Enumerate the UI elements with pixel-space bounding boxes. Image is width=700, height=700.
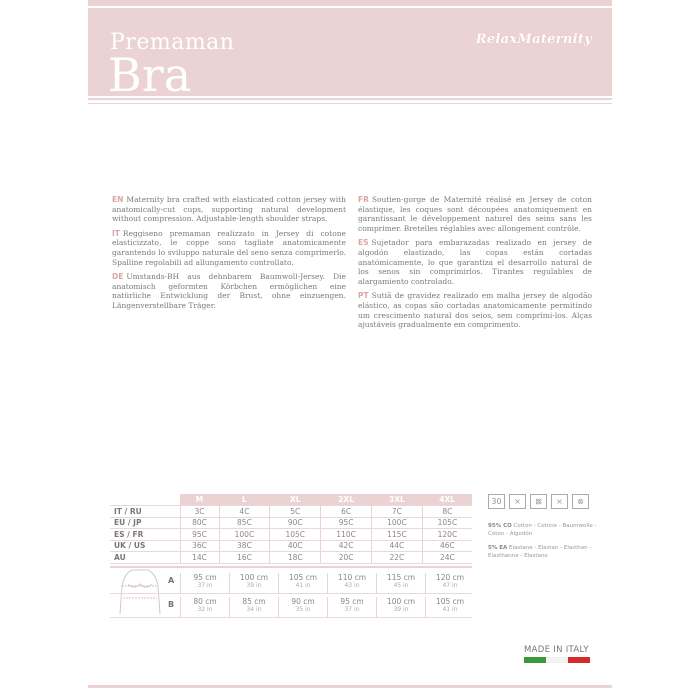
- care-instructions: [488, 494, 598, 510]
- table-cell: 16C: [219, 552, 270, 564]
- table-cell: 105C: [270, 529, 321, 541]
- size-header-cell: 4XL: [422, 494, 472, 506]
- table-row: [110, 506, 472, 518]
- italy-flag-green: [524, 657, 546, 663]
- table-cell: 44C: [372, 540, 423, 552]
- measurement-cell: 100 cm 39 in: [376, 597, 425, 617]
- description-it: IT Reggiseno premaman realizzato in Jersey di cotone elasticizzato, le coppe sono tagliate anatomicamente garantendo lo sviluppo naturale del seno senza comprimerlo. Spalline regolabili ad allungamento controllato.: [112, 228, 346, 267]
- product-title: Bra: [108, 52, 192, 100]
- header-line-top: [88, 6, 612, 8]
- footer-line: [88, 685, 612, 688]
- table-cell: 20C: [321, 552, 372, 564]
- size-header-cell: 2XL: [321, 494, 372, 506]
- table-cell: 4C: [219, 506, 270, 518]
- measurement-cell: 85 cm 34 in: [229, 597, 278, 617]
- measurement-row-b: [110, 594, 472, 618]
- no-bleach-icon: ⨯: [509, 494, 526, 509]
- row-label: AU: [110, 552, 180, 564]
- table-cell: 110C: [321, 529, 372, 541]
- table-cell: 100C: [372, 517, 423, 529]
- table-row: [110, 517, 472, 529]
- size-header-empty: [110, 494, 180, 506]
- measurement-cell: 115 cm 45 in: [376, 573, 425, 593]
- measurement-letter: A: [168, 576, 175, 585]
- table-cell: 5C: [270, 506, 321, 518]
- product-subtitle: Premaman: [110, 30, 235, 55]
- table-cell: 8C: [422, 506, 472, 518]
- header-divider: [88, 103, 612, 104]
- italy-flag-white: [546, 657, 568, 663]
- size-header-cell: 3XL: [372, 494, 423, 506]
- description-fr: FR Soutien-gorge de Maternité réalisé en Jersey de coton élastique, les coques sont découpées anatomiquement en garantissant le développement naturel des seins sans les comprimer. Bretelles réglables avec allongement contrôle.: [358, 195, 592, 233]
- table-cell: 95C: [180, 529, 219, 541]
- table-cell: 40C: [270, 540, 321, 552]
- table-cell: 80C: [180, 517, 219, 529]
- table-cell: 22C: [372, 552, 423, 564]
- description-en: EN Maternity bra crafted with elasticated cotton jersey with anatomically-cut cups, supporting natural development without compression. Adjustable-length shoulder straps.: [112, 195, 346, 224]
- size-header-cell: L: [219, 494, 270, 506]
- table-cell: 38C: [219, 540, 270, 552]
- measurement-cell: 95 cm 37 in: [327, 597, 376, 617]
- measurement-cell: 105 cm 41 in: [278, 573, 327, 593]
- table-cell: 6C: [321, 506, 372, 518]
- description-es: ES Sujetador para embarazadas realizado en jersey de algodón elastizado, las copas están cortadas anatómicamente, lo que garantiza el desarrollo natural de los senos sin comprimirlos. Tirantes regulables de alargamiento controlado.: [358, 238, 592, 286]
- table-cell: 105C: [422, 517, 472, 529]
- size-header-cell: XL: [270, 494, 321, 506]
- brand-logo: RelaxMaternity: [475, 32, 592, 47]
- italy-flag-red: [568, 657, 590, 663]
- row-label: EU / JP: [110, 517, 180, 529]
- measurement-cell: 120 cm 47 in: [425, 573, 474, 593]
- measurement-cell: 100 cm 39 in: [229, 573, 278, 593]
- measurement-cell: 110 cm 43 in: [327, 573, 376, 593]
- description-right-column: [358, 195, 592, 335]
- measurement-cell: 80 cm 32 in: [180, 597, 229, 617]
- table-cell: 24C: [422, 552, 472, 564]
- table-cell: 46C: [422, 540, 472, 552]
- no-dry-clean-icon: ⊗: [572, 494, 589, 509]
- table-cell: 14C: [180, 552, 219, 564]
- measurement-cell: 95 cm 37 in: [180, 573, 229, 593]
- measurement-row-a: [110, 570, 472, 594]
- composition-elastane: 5% EA Elastane - Elastan - Elasthan - Elasthanne - Elastano: [488, 545, 592, 559]
- table-cell: 85C: [219, 517, 270, 529]
- table-cell: 18C: [270, 552, 321, 564]
- row-label: UK / US: [110, 540, 180, 552]
- table-cell: 7C: [372, 506, 423, 518]
- table-cell: 42C: [321, 540, 372, 552]
- table-cell: 95C: [321, 517, 372, 529]
- header-banner: [88, 0, 612, 100]
- table-cell: 115C: [372, 529, 423, 541]
- table-row: [110, 540, 472, 552]
- table-cell: 36C: [180, 540, 219, 552]
- no-tumble-dry-icon: ⊠: [530, 494, 547, 509]
- table-row: [110, 552, 472, 564]
- row-label: IT / RU: [110, 506, 180, 518]
- measurement-cell: 90 cm 35 in: [278, 597, 327, 617]
- composition-cotton: 95% CO Cotton - Cotone - Baumwolle - Coton - Algodón: [488, 523, 597, 537]
- wash-30-icon: 30: [488, 494, 505, 509]
- description-de: DE Umstands-BH aus dehnbarem Baumwoll-Jersey. Die anatomisch geformten Körbchen ermöglichen eine natürliche Entwicklung der Brust, ohne einzuengen. Längenverstellbare Träger.: [112, 272, 346, 310]
- description-left-column: [112, 195, 346, 316]
- measurement-letter: B: [168, 600, 175, 609]
- made-in-label: MADE IN ITALY: [524, 645, 589, 655]
- measurement-cell: 105 cm 41 in: [425, 597, 474, 617]
- size-conversion-table: [110, 494, 472, 564]
- row-label: ES / FR: [110, 529, 180, 541]
- size-header-row: [110, 494, 472, 506]
- no-iron-icon: ⨯: [551, 494, 568, 509]
- table-cell: 100C: [219, 529, 270, 541]
- table-cell: 90C: [270, 517, 321, 529]
- description-pt: PT Sutiã de gravidez realizado em malha jersey de algodão elástico, as copas são cortadas anatomicamente permitindo um crescimento natural dos seios, sem comprimi-los. Alças ajustáveis gradualmente em comprimento.: [358, 291, 592, 330]
- table-cell: 120C: [422, 529, 472, 541]
- size-header-cell: M: [180, 494, 219, 506]
- table-cell: 3C: [180, 506, 219, 518]
- table-row: [110, 529, 472, 541]
